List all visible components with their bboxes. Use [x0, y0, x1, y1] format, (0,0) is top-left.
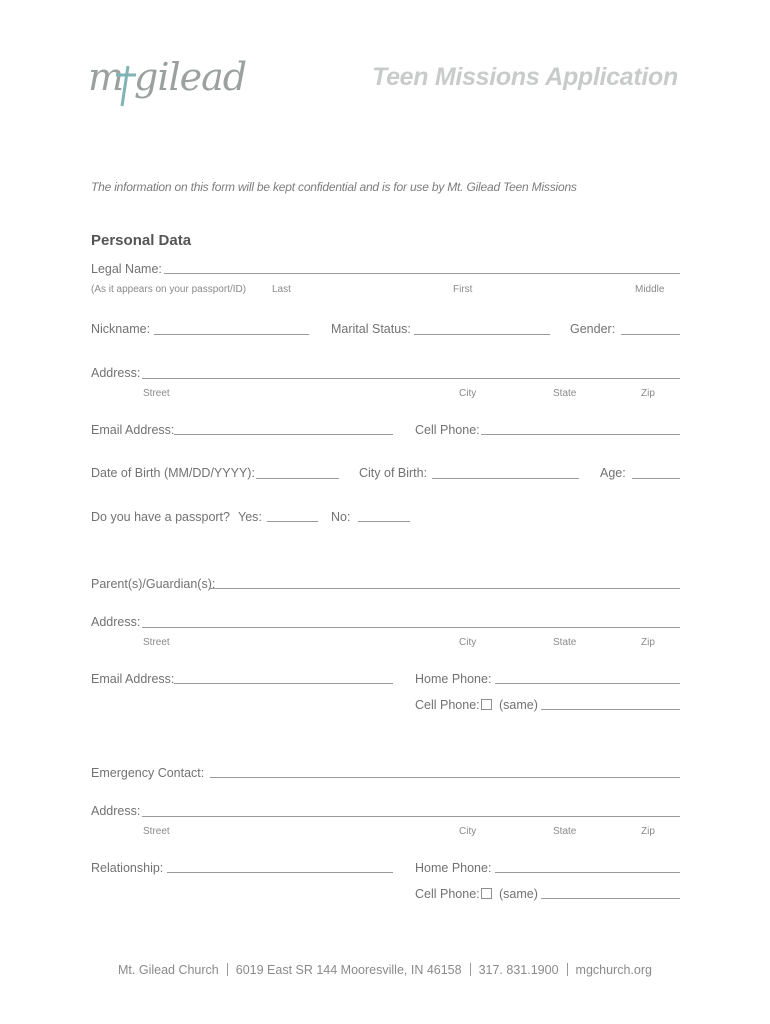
passport-no-field[interactable]	[358, 521, 410, 522]
parent-street-caption: Street	[143, 637, 170, 648]
legal-name-hint: (As it appears on your passport/ID)	[91, 284, 247, 295]
nickname-field[interactable]	[154, 334, 309, 335]
nickname-label: Nickname:	[91, 322, 151, 336]
footer-website[interactable]: mgchurch.org	[575, 963, 652, 977]
age-label: Age:	[600, 466, 626, 480]
emergency-street-caption: Street	[143, 826, 170, 837]
section-title: Personal Data	[91, 232, 192, 249]
marital-status-label: Marital Status:	[331, 322, 411, 336]
footer-church-name: Mt. Gilead Church	[118, 963, 219, 977]
page-title: Teen Missions Application	[372, 63, 678, 91]
parent-zip-caption: Zip	[641, 637, 655, 648]
parent-home-phone-label: Home Phone:	[415, 672, 492, 686]
emergency-cell-phone-field[interactable]	[541, 898, 680, 899]
gender-label: Gender:	[570, 322, 616, 336]
parent-home-phone-field[interactable]	[495, 683, 680, 684]
emergency-same-checkbox[interactable]	[481, 888, 492, 899]
emergency-cell-phone-label: Cell Phone:	[415, 887, 480, 901]
emergency-home-phone-label: Home Phone:	[415, 861, 492, 875]
parent-same-checkbox[interactable]	[481, 699, 492, 710]
footer-divider	[470, 963, 471, 976]
zip-caption: Zip	[641, 388, 655, 399]
passport-question: Do you have a passport?	[91, 510, 230, 524]
address-label: Address:	[91, 366, 141, 380]
passport-yes-field[interactable]	[267, 521, 318, 522]
dob-label: Date of Birth (MM/DD/YYYY):	[91, 466, 255, 480]
middle-name-caption: Middle	[635, 284, 665, 295]
emergency-contact-field[interactable]	[210, 777, 680, 778]
svg-text:gilead: gilead	[134, 55, 247, 99]
emergency-same-label: (same)	[499, 887, 538, 901]
marital-status-field[interactable]	[414, 334, 550, 335]
emergency-city-caption: City	[459, 826, 477, 837]
emergency-home-phone-field[interactable]	[495, 872, 680, 873]
footer-address: 6019 East SR 144 Mooresville, IN 46158	[235, 963, 462, 977]
legal-name-field[interactable]	[164, 273, 680, 274]
address-field[interactable]	[142, 378, 680, 379]
cell-phone-label: Cell Phone:	[415, 423, 480, 437]
email-field[interactable]	[174, 434, 393, 435]
guardian-label: Parent(s)/Guardian(s):	[91, 577, 216, 591]
parent-state-caption: State	[553, 637, 577, 648]
first-name-caption: First	[453, 284, 473, 295]
passport-no-label: No:	[331, 510, 351, 524]
state-caption: State	[553, 388, 577, 399]
dob-field[interactable]	[256, 478, 339, 479]
emergency-state-caption: State	[553, 826, 577, 837]
gender-field[interactable]	[621, 334, 680, 335]
parent-email-field[interactable]	[174, 683, 393, 684]
parent-cell-phone-field[interactable]	[541, 709, 680, 710]
last-name-caption: Last	[272, 284, 291, 295]
parent-address-label: Address:	[91, 615, 141, 629]
relationship-field[interactable]	[167, 872, 393, 873]
emergency-address-label: Address:	[91, 804, 141, 818]
footer	[0, 963, 770, 977]
parent-city-caption: City	[459, 637, 477, 648]
email-label: Email Address:	[91, 423, 175, 437]
parent-email-label: Email Address:	[91, 672, 175, 686]
parent-address-field[interactable]	[142, 627, 680, 628]
guardian-field[interactable]	[210, 588, 680, 589]
svg-text:m: m	[88, 55, 124, 99]
city-of-birth-label: City of Birth:	[359, 466, 428, 480]
confidentiality-notice: The information on this form will be kept confidential and is for use by Mt. Gilead Teen Missions	[91, 180, 577, 194]
legal-name-label: Legal Name:	[91, 262, 162, 276]
age-field[interactable]	[632, 478, 680, 479]
emergency-zip-caption: Zip	[641, 826, 655, 837]
footer-divider	[567, 963, 568, 976]
cell-phone-field[interactable]	[481, 434, 680, 435]
parent-cell-phone-label: Cell Phone:	[415, 698, 480, 712]
street-caption: Street	[143, 388, 170, 399]
footer-phone: 317. 831.1900	[478, 963, 559, 977]
city-caption: City	[459, 388, 477, 399]
footer-divider	[227, 963, 228, 976]
logo	[88, 48, 248, 114]
city-of-birth-field[interactable]	[432, 478, 579, 479]
parent-same-label: (same)	[499, 698, 538, 712]
relationship-label: Relationship:	[91, 861, 164, 875]
logo-graphic	[88, 48, 248, 114]
emergency-address-field[interactable]	[142, 816, 680, 817]
passport-yes-label: Yes:	[238, 510, 262, 524]
emergency-contact-label: Emergency Contact:	[91, 766, 205, 780]
